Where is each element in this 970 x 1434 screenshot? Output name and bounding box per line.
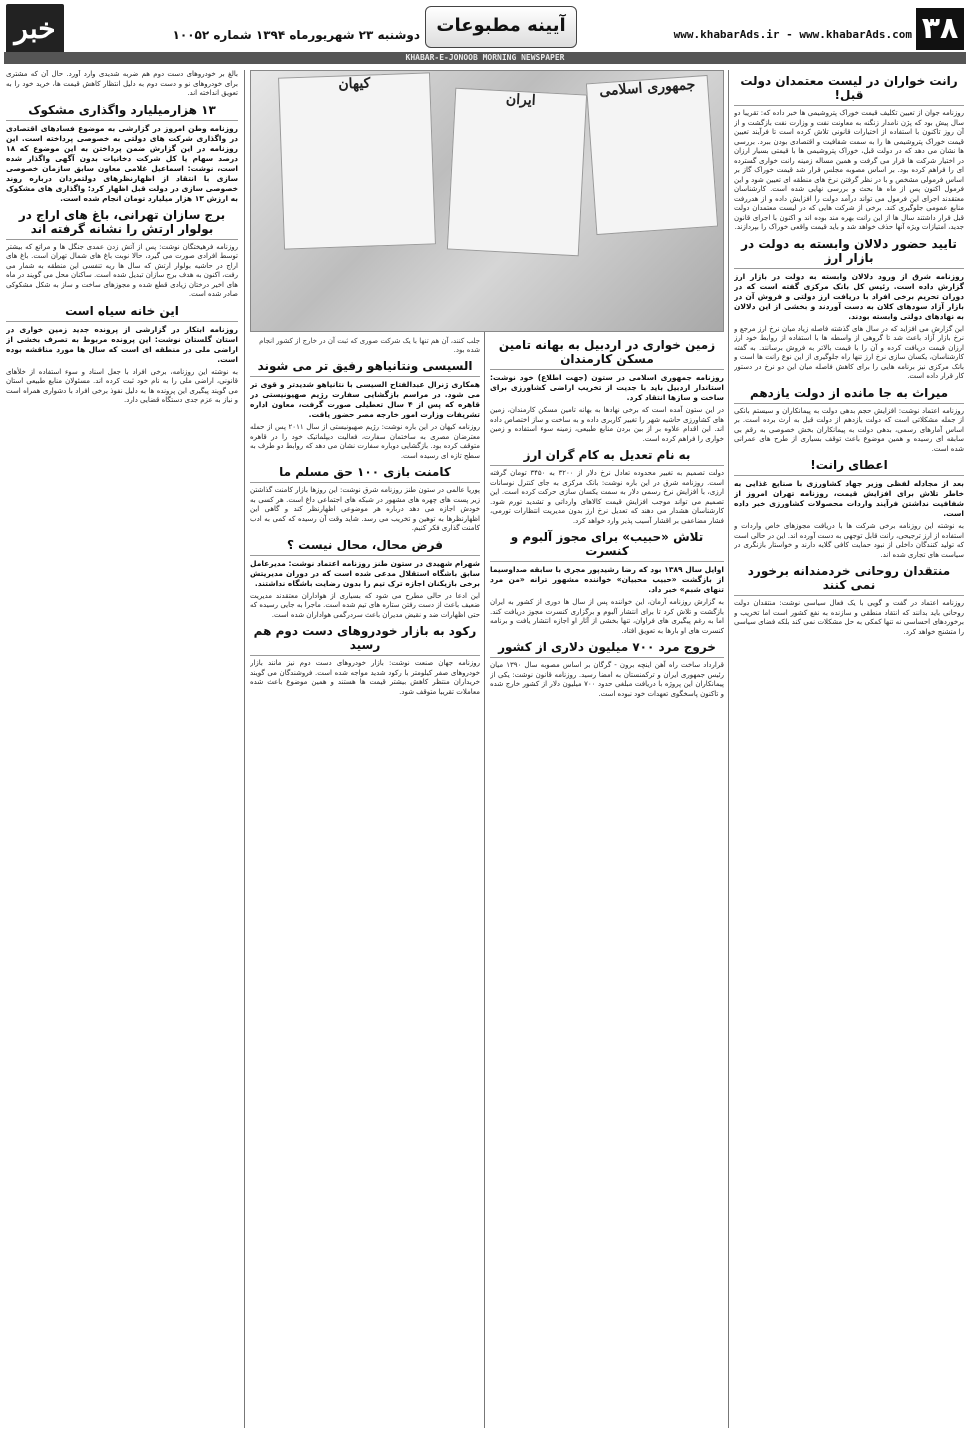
article-lead: روزنامه وطن امروز در گزارشی به موضوع فسادهای اقتصادی در واگذاری شرکت های دولتی به خصوصی پرداخته است. این روزنامه در این گزارش ضمن پرداختن به این موضوع که ۱۸ درصد سهام یا کل شرکت دخانیات بدون آگهی واگذار شده است، نوشت: اسماعیل غلامی معاون سابق سازمان خصوصی سازی با انتقاد از اظهارنظرهای دولتمردان درباره روند خصوصی سازی در دولت قبل اظهار کرد: واگذاری های مشکوک به ارزش ۱۳ هزار میلیارد تومان انجام شده است.: [6, 123, 238, 203]
newspaper-image: [447, 88, 587, 257]
article-body: دولت تصمیم به تغییر محدوده تعادل نرخ دلار از ۳۲۰۰ به ۳۴۵۰ تومان گرفته است. روزنامه شرق در این باره نوشت: بانک مرکزی به جای کنترل نوسانات ارزی، با افزایش نرخ رسمی دلار به سمت یکسان سازی حرکت کرده است. این تصمیم می تواند موجب افزایش قیمت کالاهای وارداتی و تشدید تورم شود. کارشناسان هشدار می دهند که تعدیل نرخ ارز بدون مدیریت انتظارات تورمی، فشار مضاعفی بر اقشار آسیب پذیر وارد خواهد کرد.: [490, 469, 724, 525]
site-url[interactable]: www.khabarAds.ir - www.khabarAds.com: [673, 28, 912, 41]
article-body: در این ستون آمده است که برخی نهادها به بهانه تامین مسکن کارمندان، زمین های کشاورزی حاشیه شهر را تغییر کاربری داده و به ساخت و ساز اختصاص داده اند. این اقدام علاوه بر از بین بردن منابع طبیعی، زمینه سوء استفاده و زمین خواری را فراهم کرده است.: [490, 406, 724, 443]
column-middle-right: [490, 334, 724, 1428]
article-body: این گزارش می افزاید که در سال های گذشته فاصله زیاد میان نرخ ارز مرجع و نرخ بازار آزاد باعث شد تا گروهی از واسطه ها با استفاده از روابط خود ارز ارزان قیمت دریافت کرده و آن را با قیمت بالاتر به فروش برسانند. به گفته کارشناسان، یکسان سازی نرخ ارز تنها راه جلوگیری از این نوع رانت ها است و بانک مرکزی نیز برنامه هایی را برای کاهش فاصله میان این دو نرخ در دستور کار قرار داده است.: [734, 324, 964, 380]
article-body: به گزارش روزنامه آرمان، این خواننده پس از سال ها دوری از کشور به ایران بازگشت و تلاش کرد تا برای انتشار آلبوم و برگزاری کنسرت مجوز دریافت کند. اما به رغم پیگیری های فراوان، تنها بخشی از آثار او اجازه انتشار یافت و برنامه کنسرت های او بارها به تعویق افتاد.: [490, 598, 724, 635]
page-number: ۳۸: [916, 8, 964, 50]
article-lead: بعد از مجادله لفظی وزیر جهاد کشاورزی با صنایع غذایی به خاطر تلاش برای افزایش قیمت، روزنامه تهران امروز از شفافیت نداشتن فرآیند واردات محصولات کشاورزی خبر داده است.: [734, 479, 964, 518]
masthead-subbar: KHABAR-E-JONOOB MORNING NEWSPAPER: [4, 52, 966, 64]
article-body: بالغ بر خودروهای دست دوم هم ضربه شدیدی وارد آورد. حال آن که مشتری برای خودروهای نو و دست دوم به دلیل انتظار کاهش قیمت ها، خرید خود را به تعویق انداخته اند.: [6, 70, 238, 97]
column-middle-left: [250, 334, 480, 1428]
newspaper-image: [278, 72, 436, 249]
article-headline: تلاش «حبیب» برای مجوز آلبوم و کنسرت: [490, 530, 724, 562]
article-headline: خروج مرد ۷۰۰ میلیون دلاری از کشور: [490, 640, 724, 658]
dateline: دوشنبه ۲۳ شهریورماه ۱۳۹۴ شماره ۱۰۰۵۲: [172, 28, 420, 42]
article-body: به نوشته این روزنامه، برخی افراد با جعل اسناد و سوء استفاده از خلأهای قانونی، اراضی ملی را به نام خود ثبت کرده اند. مسئولان منابع طبیعی استان می گویند پیگیری این پرونده ها به دلیل نفوذ برخی افراد با دشواری همراه است و نیاز به عزم جدی دستگاه قضایی دارد.: [6, 367, 238, 404]
article-headline: منتقدان روحانی خردمندانه برخورد نمی کنند: [734, 564, 964, 596]
newspaper-stand-photo: [250, 70, 724, 332]
article-body: روزنامه جوان از تعیین تکلیف قیمت خوراک پتروشیمی ها خبر داده که: تقریبا دو سال پیش بود که پژن نامدار زنگنه به معاونت نفت و وزارت نفت بازگشت و از آن روز تاکنون با استفاده از اختیارات قانونی تلاش کرده است تا فرآیند تعیین قیمت خوراک پتروشیمی ها را به سمت شفافیت و اقتصادی بودن ببرد. بررسی ها نشان می دهد که در دولت قبل، خوراک پتروشیمی ها با قیمتی بسیار ارزان در اختیار شرکت ها قرار می گرفت و همین مساله زمینه رانت خواری گسترده ای را فراهم کرده بود. بر اساس مصوبه مجلس قرار شد قیمت خوراک گاز بر اساس فرمولی مشخص و با در نظر گرفتن نرخ های منطقه ای تعیین شود و این فرمول اکنون پس از ماه ها بحث و بررسی نهایی شده است. کارشناسان معتقدند اجرای این فرمول می تواند درآمد دولت را افزایش داده و از هدررفت منابع عمومی جلوگیری کند. برخی از شرکت هایی که در لیست معتمدان دولت قبل قرار داشتند سال ها از این رانت بهره مند بوده اند و اکنون با اجرای قانون جدید، امتیازات ویژه آنها حذف خواهد شد و باید قیمت واقعی خوراک را بپردازند.: [734, 109, 964, 231]
article-headline: السیسی ونتانیاهو رفیق تر می شوند: [250, 359, 480, 377]
article-body: به نوشته این روزنامه برخی شرکت ها با دریافت مجوزهای خاص واردات و استفاده از ارز ترجیحی، رانت قابل توجهی به دست آورده اند. این در حالی است که تولید کنندگان داخلی از نبود حمایت کافی گلایه دارند و خواستار بازنگری در سیاست های تجاری شده اند.: [734, 522, 964, 559]
newspaper-masthead: کیهان: [338, 75, 371, 93]
article-lead: همکاری ژنرال عبدالفتاح السیسی با نتانیاهو شدیدتر و قوی تر می شود. در مراسم بازگشایی سفارت رژیم صهیونیستی در قاهره که پس از ۴ سال تعطیلی صورت گرفت، معاون اداره تشریفات وزارت امور خارجه مصر حضور یافت.: [250, 380, 480, 419]
article-headline: ۱۳ هزارمیلیارد واگذاری مشکوک: [6, 103, 238, 121]
article-body: روزنامه فرهیختگان نوشت: پس از آتش زدن عمدی جنگل ها و مراتع که بیشتر توسط افرادی صورت می گیرد، حالا نوبت باغ های شمال تهران است. باغ های اراج در حاشیه بولوار ارتش که سال ها ریه تنفسی این منطقه به شمار می رفت، اکنون به هدف برج سازان تبدیل شده است. ساکنان محل می گویند در ماه های اخیر درختان زیادی قطع شده و مجوزهای ساخت و ساز به شکل مشکوکی صادر شده است.: [6, 242, 238, 298]
newspaper-logo: خبر: [6, 4, 64, 56]
article-body: روزنامه جهان صنعت نوشت: بازار خودروهای دست دوم نیز مانند بازار خودروهای صفر کیلومتر با رکود شدید مواجه شده است. فروشندگان می گویند خریداران منتظر کاهش بیشتر قیمت ها هستند و همین موضوع باعث شده معاملات تقریبا متوقف شود.: [250, 659, 480, 696]
article-headline: میراث به جا مانده از دولت یازدهم: [734, 386, 964, 404]
newspaper-image: [586, 75, 718, 235]
article-headline: اعطای رانت!: [734, 458, 964, 476]
article-headline: تایید حضور دلالان وابسته به دولت در بازار ارز: [734, 237, 964, 269]
article-body: قرارداد ساخت راه آهن اینچه برون - گرگان بر اساس مصوبه سال ۱۳۹۰ میان رئیس جمهوری ایران و ترکمنستان به امضا رسید. روزنامه قانون نوشت: یکی از پیمانکاران این پروژه با دریافت مبلغی حدود ۷۰۰ میلیون دلار از کشور خارج شده و تاکنون پاسخگوی تعهدات خود نبوده است.: [490, 661, 724, 698]
article-lead: اوایل سال ۱۳۸۹ بود که رضا رشیدپور مجری با سابقه صداوسیما از بازگشت «حبیب محبیان» خواننده مشهور ترانه «من مرد تنهای شبم» خبر داد.: [490, 565, 724, 594]
article-body: روزنامه اعتماد در گفت و گویی با یک فعال سیاسی نوشت: منتقدان دولت روحانی باید بدانند که انتقاد منطقی و سازنده به نفع کشور است اما تخریب و برخوردهای احساسی نه تنها کمکی به حل مشکلات نمی کند بلکه فضای سیاسی را متشنج خواهد کرد.: [734, 599, 964, 636]
column-left: [6, 70, 238, 1428]
column-divider: [244, 70, 245, 1428]
newspaper-masthead: جمهوری اسلامی: [598, 76, 696, 100]
photo-block: [250, 70, 724, 332]
section-title: آیینه مطبوعات: [425, 6, 577, 48]
article-body: پوریا عالمی در ستون طنز روزنامه شرق نوشت: این روزها بازار کامنت گذاشتن زیر پست های چهره های مشهور در شبکه های اجتماعی داغ است. هر کسی به خودش اجازه می دهد درباره هر موضوعی اظهارنظر کند و گاهی این اظهارنظرها به توهین و تخریب می رسد. شاید وقت آن رسیده که کمی به ادب کامنت گذاری فکر کنیم.: [250, 486, 480, 532]
photo-caption: جلب کنند، آن هم تنها با یک شرکت صوری که ثبت آن در خارج از کشور انجام شده بود.: [259, 337, 480, 354]
article-headline: رانت خواران در لیست معتمدان دولت قبل!: [734, 74, 964, 106]
article-headline: برج سازان تهرانی، باغ های اراج در بولوار ارتش را نشانه گرفته اند: [6, 208, 238, 240]
article-lead: روزنامه شرق از ورود دلالان وابسته به دولت در بازار ارز گزارش داده است. رئیس کل بانک مرکزی گفته است که در دوران تحریم برخی افراد با دریافت ارز دولتی و فروش آن در بازار آزاد سودهای کلان به دست آوردند و بخشی از این دلالان به نهادهای دولتی وابسته بودند.: [734, 271, 964, 321]
article-body: روزنامه اعتماد نوشت: افزایش حجم بدهی دولت به پیمانکاران و سیستم بانکی از جمله مشکلاتی است که دولت یازدهم از دولت قبل به ارث برده است. بر اساس آمارهای رسمی، بدهی دولت به پیمانکاران بخش خصوصی به رقم بی سابقه ای رسیده و همین موضوع باعث توقف بسیاری از طرح های عمرانی شده است.: [734, 406, 964, 453]
article-headline: زمین خواری در اردبیل به بهانه تامین مسکن کارمندان: [490, 338, 724, 370]
article-headline: فرض محال، محال نیست ؟: [250, 538, 480, 556]
column-right: [734, 70, 964, 1428]
column-divider: [484, 330, 485, 1428]
article-headline: رکود به بازار خودروهای دست دوم هم رسید: [250, 624, 480, 656]
article-body: روزنامه کیهان در این باره نوشت: رژیم صهیونیستی از سال ۲۰۱۱ پس از حمله معترضان مصری به ساختمان سفارت، فعالیت دیپلماتیک خود را در قاهره متوقف کرده بود. بازگشایی دوباره سفارت نشان می دهد که روابط دو طرف به سطح تازه ای رسیده است.: [250, 423, 480, 460]
article-lead: روزنامه جمهوری اسلامی در ستون (جهت اطلاع) خود نوشت: استاندار اردبیل باید با جدیت از تخریب اراضی کشاورزی برای ساخت و سازها انتقاد کرد.: [490, 373, 724, 402]
article-headline: کامنت بازی ۱۰۰ حق مسلم ما: [250, 465, 480, 483]
masthead: [0, 0, 970, 68]
article-body: این ادعا در حالی مطرح می شود که بسیاری از هواداران معتقدند مدیریت ضعیف باعث از دست رفتن ستاره های تیم شده است. ماجرا به جایی رسیده که حتی اظهارات ضد و نقیض مدیران باعث سردرگمی هواداران شده است.: [250, 591, 480, 619]
article-lead: شهرام شهیدی در ستون طنز روزنامه اعتماد نوشت: مدیرعامل سابق باشگاه استقلال مدعی شده است که در دوران مدیریتش برخی بازیکنان اجازه ترک تیم را بدون رضایت باشگاه نداشتند.: [250, 558, 480, 588]
article-headline: این خانه سیاه است: [6, 304, 238, 322]
newspaper-masthead: ایران: [505, 91, 537, 109]
article-lead: روزنامه ابتکار در گزارشی از پرونده جدید زمین خواری در استان گلستان نوشت: این پرونده مربوط به تصرف بخشی از اراضی ملی در منطقه ای است که سال ها مورد مناقشه بوده است.: [6, 324, 238, 364]
column-divider: [728, 70, 729, 1428]
article-headline: به نام تعدیل به کام گران ارز: [490, 448, 724, 466]
